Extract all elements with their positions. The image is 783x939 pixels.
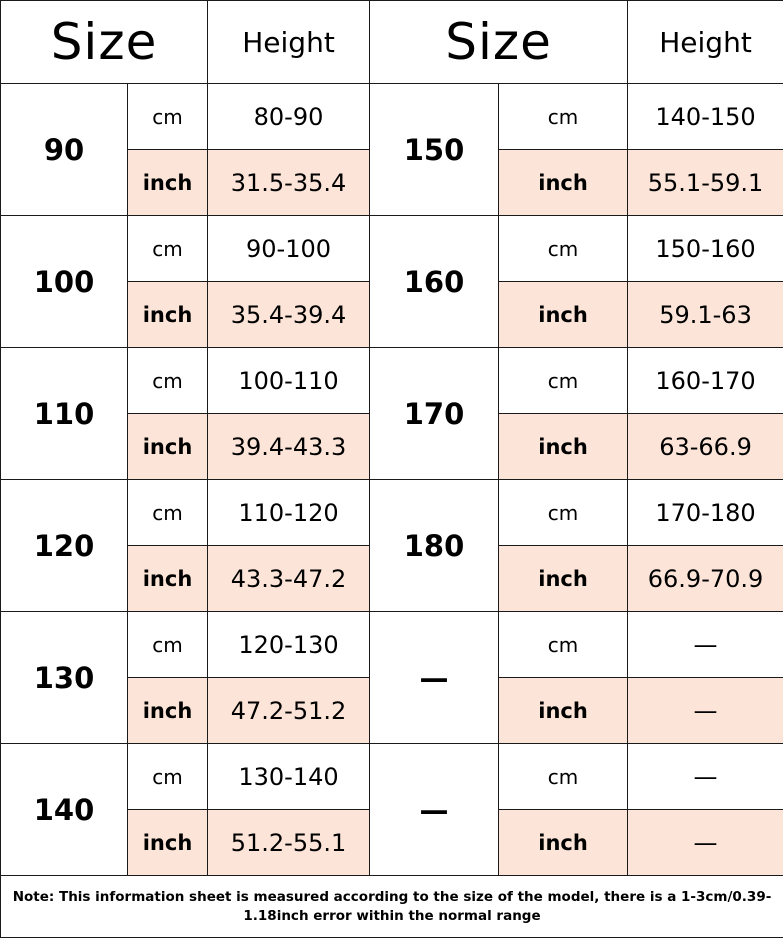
unit-label-cm: cm xyxy=(128,744,208,810)
height-inch-value: 31.5-35.4 xyxy=(208,150,370,216)
header-height-right: Height xyxy=(628,1,783,84)
unit-label-inch: inch xyxy=(499,150,628,216)
table-row xyxy=(1,612,783,678)
height-cm-value: 140-150 xyxy=(628,84,783,150)
header-size-left: Size xyxy=(1,1,208,84)
height-inch-value: 43.3-47.2 xyxy=(208,546,370,612)
height-inch-value: 55.1-59.1 xyxy=(628,150,783,216)
height-inch-value: 39.4-43.3 xyxy=(208,414,370,480)
unit-label-inch: inch xyxy=(499,282,628,348)
height-inch-value: 51.2-55.1 xyxy=(208,810,370,876)
size-value-left: 90 xyxy=(1,84,128,216)
unit-label-cm: cm xyxy=(499,612,628,678)
size-value-left: 130 xyxy=(1,612,128,744)
unit-label-inch: inch xyxy=(128,546,208,612)
height-cm-value: 130-140 xyxy=(208,744,370,810)
height-cm-value: 160-170 xyxy=(628,348,783,414)
unit-label-cm: cm xyxy=(128,348,208,414)
table-row xyxy=(1,744,783,810)
size-value-right: — xyxy=(370,612,499,744)
size-value-right: 160 xyxy=(370,216,499,348)
size-value-left: 100 xyxy=(1,216,128,348)
note-row xyxy=(1,876,783,938)
unit-label-cm: cm xyxy=(128,84,208,150)
height-cm-value: 90-100 xyxy=(208,216,370,282)
unit-label-cm: cm xyxy=(128,612,208,678)
size-value-left: 140 xyxy=(1,744,128,876)
unit-label-cm: cm xyxy=(128,216,208,282)
size-value-right: 180 xyxy=(370,480,499,612)
unit-label-inch: inch xyxy=(499,546,628,612)
size-value-left: 120 xyxy=(1,480,128,612)
height-inch-value: 47.2-51.2 xyxy=(208,678,370,744)
header-row xyxy=(1,1,783,84)
size-value-right: 150 xyxy=(370,84,499,216)
height-cm-value: 80-90 xyxy=(208,84,370,150)
height-cm-value: — xyxy=(628,612,783,678)
unit-label-inch: inch xyxy=(128,414,208,480)
height-cm-value: 100-110 xyxy=(208,348,370,414)
table-row xyxy=(1,84,783,150)
size-value-right: — xyxy=(370,744,499,876)
header-size-right: Size xyxy=(370,1,628,84)
height-inch-value: 35.4-39.4 xyxy=(208,282,370,348)
height-cm-value: — xyxy=(628,744,783,810)
unit-label-cm: cm xyxy=(499,348,628,414)
unit-label-inch: inch xyxy=(128,150,208,216)
unit-label-inch: inch xyxy=(499,678,628,744)
height-cm-value: 110-120 xyxy=(208,480,370,546)
height-cm-value: 150-160 xyxy=(628,216,783,282)
height-cm-value: 170-180 xyxy=(628,480,783,546)
height-inch-value: 63-66.9 xyxy=(628,414,783,480)
table-row xyxy=(1,216,783,282)
unit-label-inch: inch xyxy=(499,414,628,480)
table-row xyxy=(1,480,783,546)
size-value-left: 110 xyxy=(1,348,128,480)
size-value-right: 170 xyxy=(370,348,499,480)
unit-label-inch: inch xyxy=(499,810,628,876)
unit-label-cm: cm xyxy=(499,744,628,810)
header-height-left: Height xyxy=(208,1,370,84)
height-inch-value: — xyxy=(628,678,783,744)
unit-label-cm: cm xyxy=(499,84,628,150)
unit-label-cm: cm xyxy=(128,480,208,546)
unit-label-inch: inch xyxy=(128,282,208,348)
table-row xyxy=(1,348,783,414)
height-inch-value: 59.1-63 xyxy=(628,282,783,348)
unit-label-cm: cm xyxy=(499,480,628,546)
unit-label-inch: inch xyxy=(128,810,208,876)
height-cm-value: 120-130 xyxy=(208,612,370,678)
unit-label-inch: inch xyxy=(128,678,208,744)
height-inch-value: 66.9-70.9 xyxy=(628,546,783,612)
unit-label-cm: cm xyxy=(499,216,628,282)
measurement-note: Note: This information sheet is measured according to the size of the model, there is a 1-3cm/0.39-1.18inch error within the normal range xyxy=(1,876,783,938)
height-inch-value: — xyxy=(628,810,783,876)
